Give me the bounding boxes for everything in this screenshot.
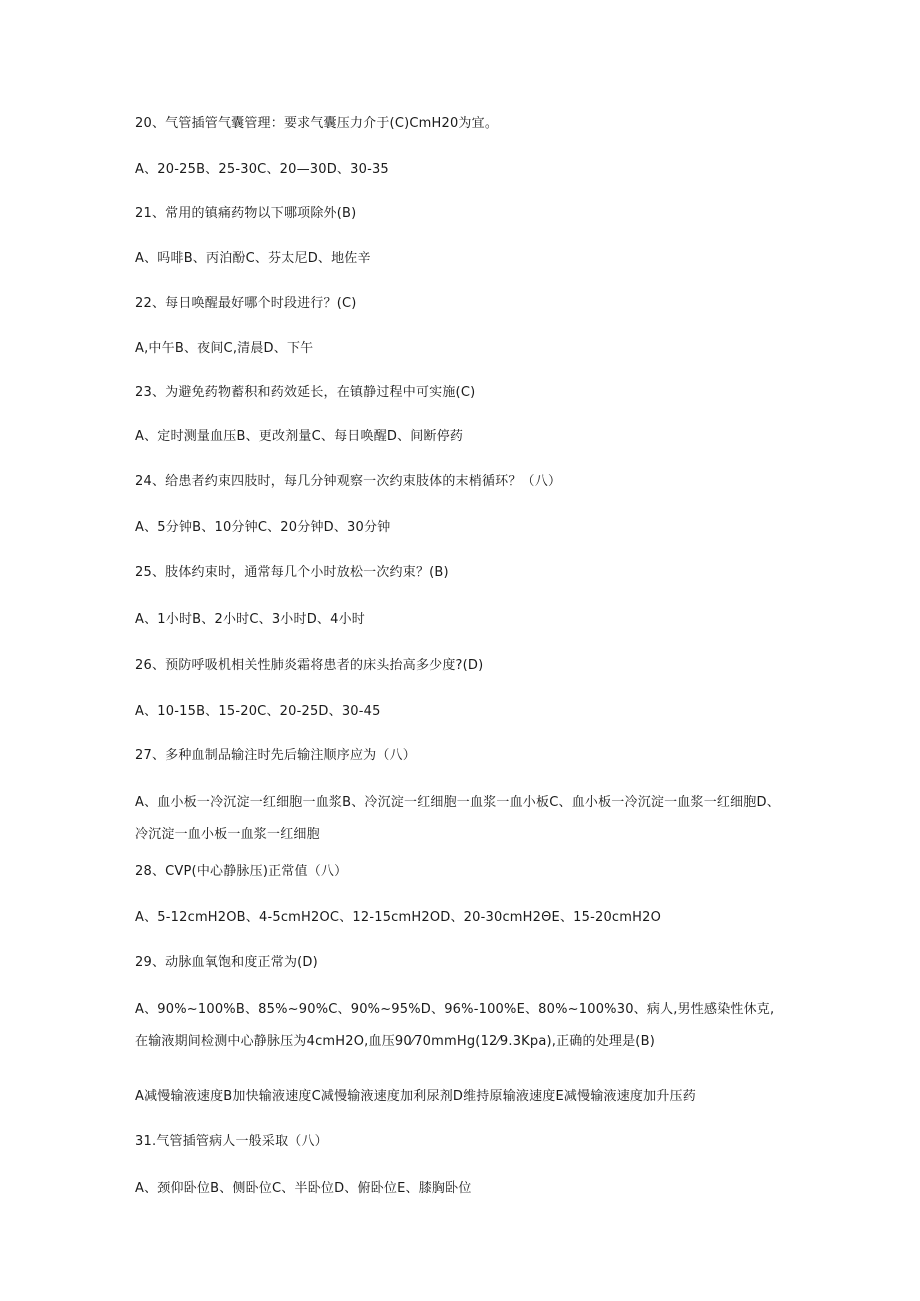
answer-options-29-question-30: A、90%~100%B、85%~90%C、90%~95%D、96%-100%E、80%~100%30、病人,男性感染性休克,在输液期间检测中心静脉压为4cmH2O,血压90⁄70mmHg(12⁄9.3Kpa),正确的处理是(B) [135, 1002, 775, 1049]
answer-options-21: A、吗啡B、丙泊酚C、芬太尼D、地佐辛 [135, 251, 371, 266]
answer-options-26: A、10-15B、15-20C、20-25D、30-45 [135, 704, 381, 719]
answer-options-23: A、定时测量血压B、更改剂量C、每日唤醒D、间断停药 [135, 429, 464, 444]
question-20: 20、气管插管气囊管理：要求气囊压力介于(C)CmH20为宜。 [135, 116, 499, 131]
answer-options-24: A、5分钟B、10分钟C、20分钟D、30分钟 [135, 520, 391, 535]
answer-options-25: A、1小时B、2小时C、3小时D、4小时 [135, 612, 365, 627]
question-21: 21、常用的镇痛药物以下哪项除外(B) [135, 206, 357, 221]
question-23: 23、为避免药物蓄积和药效延长，在镇静过程中可实施(C) [135, 385, 476, 400]
answer-options-27: A、血小板一冷沉淀一红细胞一血浆B、冷沉淀一红细胞一血浆一血小板C、血小板一冷沉淀一血浆一红细胞D、冷沉淀一血小板一血浆一红细胞 [135, 795, 780, 842]
question-31: 31.气管插管病人一般采取（八） [135, 1134, 328, 1149]
answer-options-20: A、20-25B、25-30C、20—30D、30-35 [135, 162, 389, 177]
question-28: 28、CVP(中心静脉压)正常值（八） [135, 864, 348, 879]
answer-options-31: A、颈仰卧位B、侧卧位C、半卧位D、俯卧位E、膝胸卧位 [135, 1181, 472, 1196]
question-29: 29、动脉血氧饱和度正常为(D) [135, 955, 318, 970]
answer-options-22: A,中午B、夜间C,清晨D、下午 [135, 341, 314, 356]
question-26: 26、预防呼吸机相关性肺炎霜将患者的床头抬高多少度?(D) [135, 658, 484, 673]
question-25: 25、肢体约束时，通常每几个小时放松一次约束？(B) [135, 565, 449, 580]
question-27: 27、多种血制品输注时先后输注顺序应为（八） [135, 748, 416, 763]
answer-options-28: A、5-12cmH2OB、4-5cmH2OC、12-15cmH2OD、20-30cmH2ΘE、15-20cmH2O [135, 910, 662, 925]
answer-options-30: A减慢输液速度B加快输液速度C减慢输液速度加利尿剂D维持原输液速度E减慢输液速度加升压药 [135, 1089, 696, 1104]
question-22: 22、每日唤醒最好哪个时段进行？(C) [135, 296, 357, 311]
question-24: 24、给患者约束四肢时，每几分钟观察一次约束肢体的末梢循环？（八） [135, 474, 562, 489]
